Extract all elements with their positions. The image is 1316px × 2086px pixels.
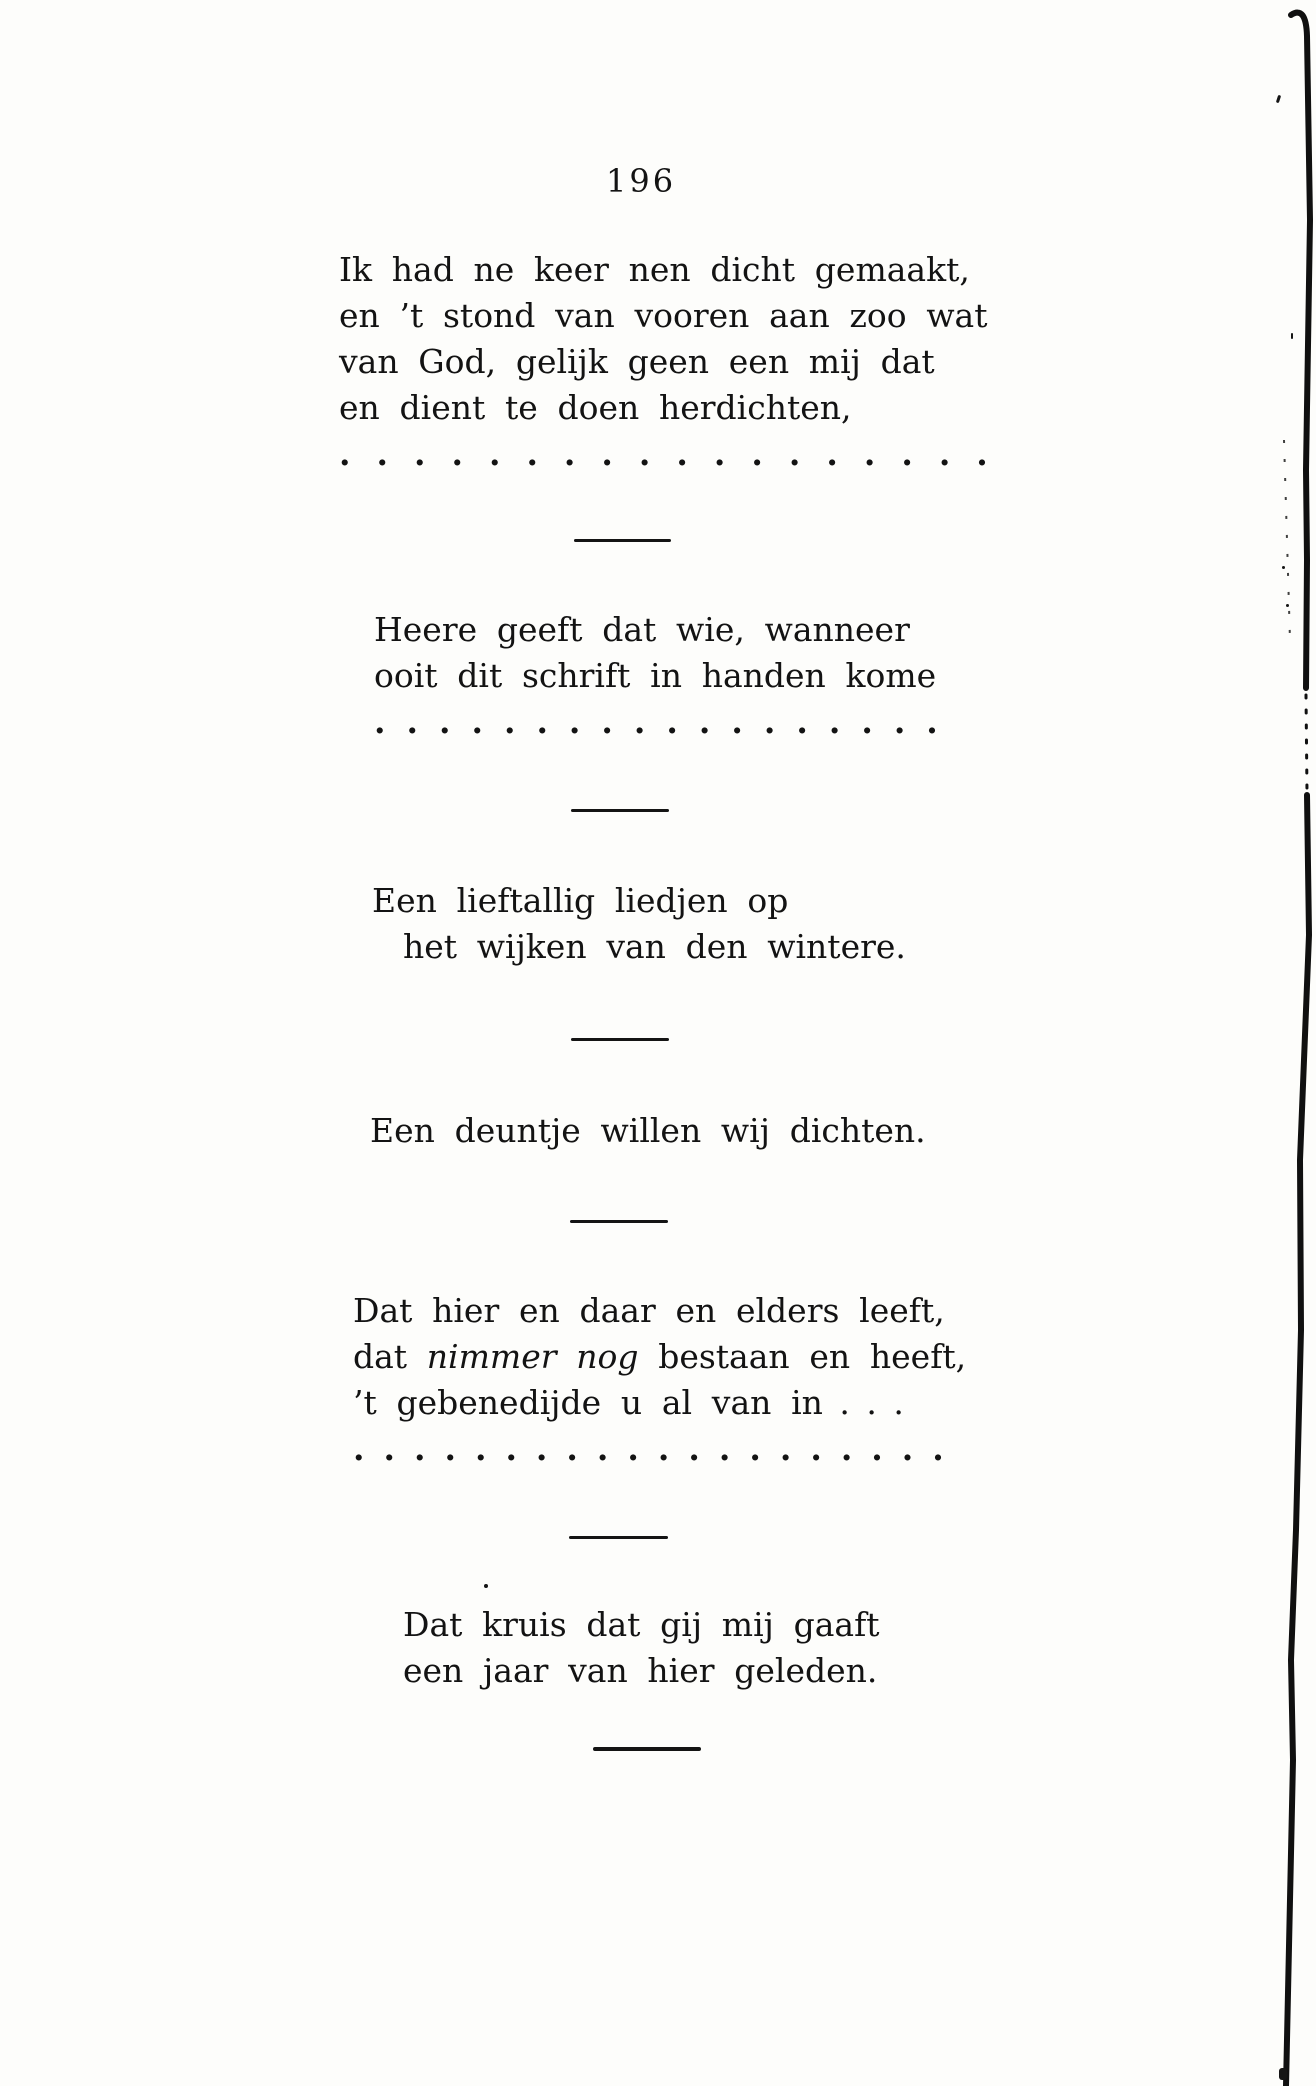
poem-line: en ’t stond van vooren aan zoo wat	[339, 296, 988, 335]
poem-line: Een lieftallig liedjen op	[372, 881, 789, 920]
stanza-3	[372, 878, 906, 970]
scan-speck	[1291, 333, 1293, 339]
scan-speck	[1282, 566, 1285, 569]
stanza-1	[339, 247, 1014, 477]
poem-line-fragment: bestaan en heeft,	[638, 1337, 967, 1376]
poem-line: Heere geeft dat wie, wanneer	[374, 610, 910, 649]
stanza-4	[370, 1108, 926, 1154]
section-divider	[574, 539, 671, 542]
poem-line: het wijken van den wintere.	[403, 927, 906, 966]
ellipsis-row: ..................	[374, 702, 959, 741]
poem-line: en dient te doen herdichten,	[339, 388, 852, 427]
stanza-5	[353, 1288, 966, 1472]
stanza-2	[374, 607, 959, 745]
poem-line: ooit dit schrift in handen kome	[374, 656, 937, 695]
ellipsis-row: ..................	[339, 434, 1014, 473]
section-divider	[569, 1536, 668, 1539]
section-divider	[571, 809, 669, 812]
section-divider	[571, 1038, 669, 1041]
poem-line: Dat kruis dat gij mij gaaft	[403, 1605, 880, 1644]
ellipsis-row: ....................	[353, 1429, 963, 1468]
poem-line-italic-fragment: nimmer nog	[426, 1337, 639, 1376]
section-divider	[570, 1220, 668, 1223]
poem-line: Een deuntje willen wij dichten.	[370, 1111, 926, 1150]
poem-line	[353, 1334, 966, 1380]
page-number: 196	[606, 162, 677, 200]
poem-line: Ik had ne keer nen dicht gemaakt,	[339, 250, 970, 289]
scan-speck	[1276, 95, 1281, 104]
stanza-6	[403, 1602, 880, 1694]
poem-line: Dat hier en daar en elders leeft,	[353, 1291, 945, 1330]
scan-speck	[1286, 604, 1289, 607]
poem-line: een jaar van hier geleden.	[403, 1651, 878, 1690]
poem-line: ’t gebenedijde u al van in . . .	[353, 1383, 904, 1422]
section-divider	[593, 1747, 701, 1751]
poem-line-fragment: dat	[353, 1337, 427, 1376]
scan-speck	[1279, 2068, 1287, 2080]
scan-speck	[484, 1584, 488, 1588]
poem-line: van God, gelijk geen een mij dat	[339, 342, 935, 381]
